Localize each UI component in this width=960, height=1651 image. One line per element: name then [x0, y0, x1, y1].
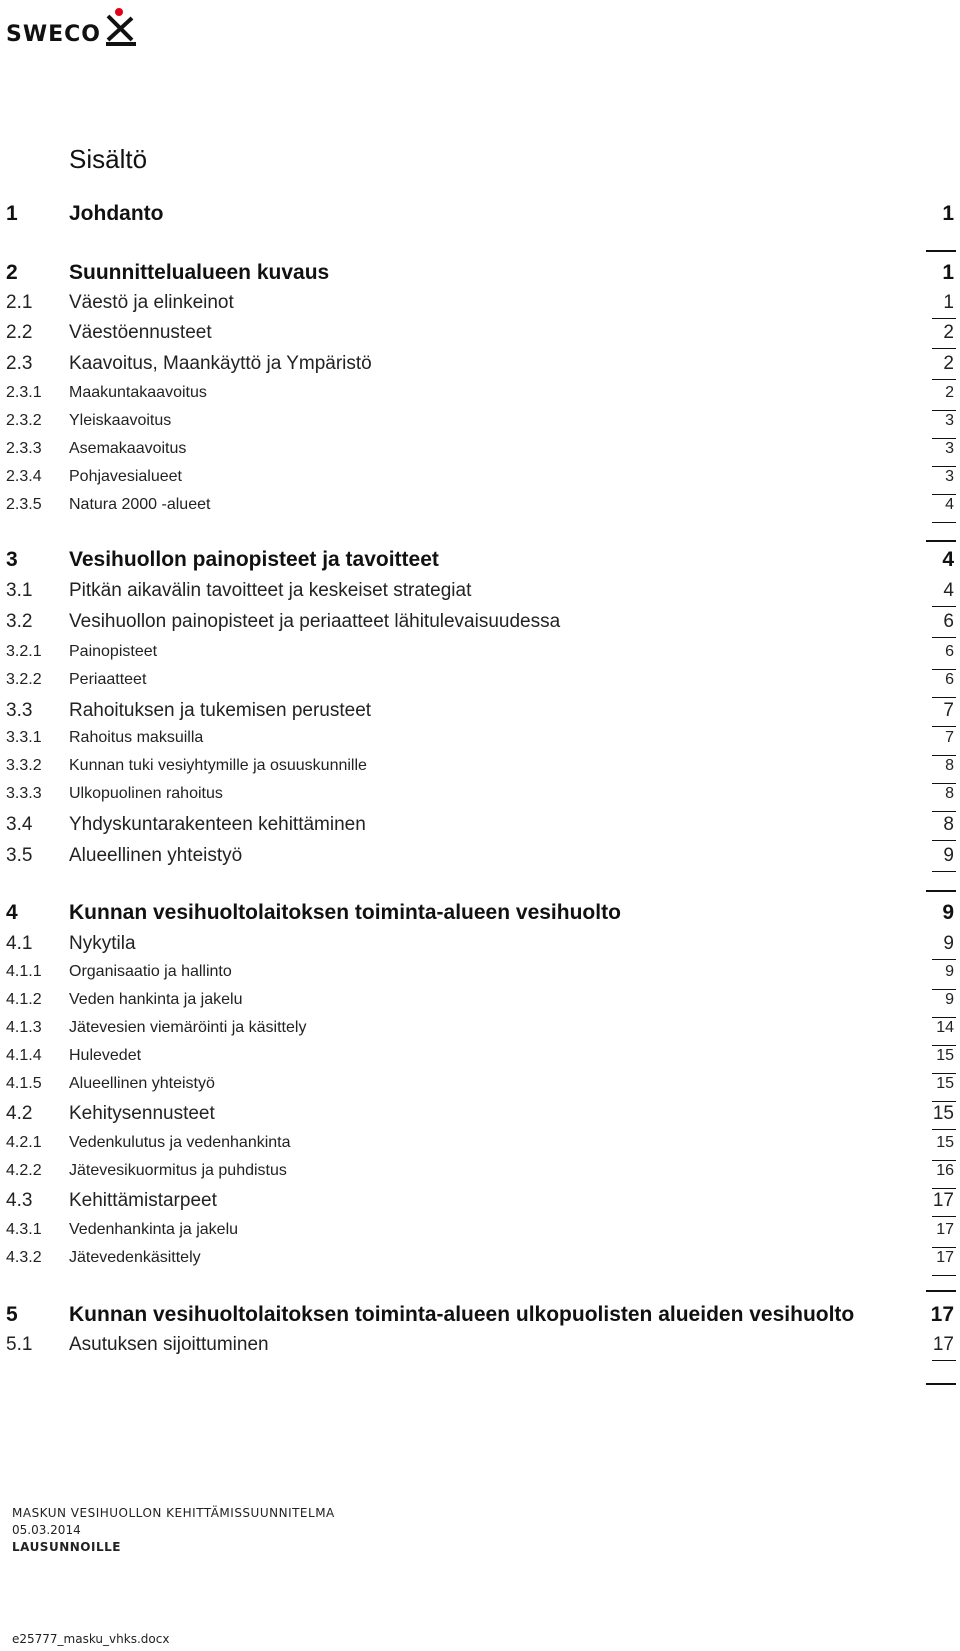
toc-entry-number: 2.3.5 — [6, 496, 42, 513]
toc-entry-number: 3.3.2 — [6, 757, 42, 774]
toc-entry-label: Periaatteet — [69, 671, 147, 688]
toc-entry-page: 17 — [936, 1221, 954, 1238]
sweco-logo — [6, 6, 146, 48]
toc-entry-number: 2.1 — [6, 292, 33, 313]
section-separator — [926, 250, 956, 252]
toc-entry-page: 17 — [936, 1249, 954, 1266]
toc-entry-label: Kehitysennusteet — [69, 1103, 215, 1124]
toc-entry-label: Rahoituksen ja tukemisen perusteet — [69, 700, 372, 721]
toc-entry-label: Vedenhankinta ja jakelu — [69, 1221, 239, 1238]
page-number-rule — [932, 1216, 956, 1217]
toc-entry-page: 2 — [945, 384, 954, 401]
toc-entry-label: Alueellinen yhteistyö — [69, 845, 243, 866]
toc-entry-number: 2.3.2 — [6, 412, 42, 429]
toc-entry-label: Organisaatio ja hallinto — [69, 963, 232, 980]
toc-entry-label: Veden hankinta ja jakelu — [69, 991, 243, 1008]
toc-entry-page: 7 — [943, 700, 954, 721]
toc-entry-label: Vesihuollon painopisteet ja tavoitteet — [69, 548, 439, 571]
toc-entry-page: 16 — [936, 1162, 954, 1179]
toc-entry-number: 1 — [6, 202, 18, 225]
section-separator — [926, 1383, 956, 1385]
section-separator — [926, 890, 956, 892]
toc-entry-label: Asemakaavoitus — [69, 440, 187, 457]
toc-entry-number: 4.3.1 — [6, 1221, 42, 1238]
toc-entry-page: 3 — [945, 468, 954, 485]
toc-entry-label: Väestöennusteet — [69, 322, 212, 343]
footer-filename: e25777_masku_vhks.docx — [12, 1632, 170, 1646]
toc-entry-number: 3.3 — [6, 700, 33, 721]
toc-entry-label: Jätevesien viemäröinti ja käsittely — [69, 1019, 307, 1036]
footer-status: LAUSUNNOILLE — [12, 1540, 121, 1554]
page-number-rule — [932, 438, 956, 439]
toc-entry-number: 4.2.1 — [6, 1134, 42, 1151]
toc-entry-number: 3.3.3 — [6, 785, 42, 802]
toc-entry-number: 4.3.2 — [6, 1249, 42, 1266]
toc-entry-page: 3 — [945, 412, 954, 429]
toc-entry-label: Suunnittelualueen kuvaus — [69, 261, 330, 284]
page-number-rule — [932, 669, 956, 670]
toc-entry-label: Kaavoitus, Maankäyttö ja Ympäristö — [69, 353, 372, 374]
toc-entry-page: 15 — [936, 1075, 954, 1092]
toc-entry-label: Ulkopuolinen rahoitus — [69, 785, 223, 802]
toc-entry-page: 17 — [932, 1190, 954, 1211]
toc-entry-number: 4.1.5 — [6, 1075, 42, 1092]
footer-doc-title: MASKUN VESIHUOLLON KEHITTÄMISSUUNNITELMA — [12, 1506, 335, 1520]
page-number-rule — [932, 1101, 956, 1102]
toc-entry-page: 9 — [945, 991, 954, 1008]
toc-entry-page: 17 — [932, 1334, 954, 1355]
page-number-rule — [932, 466, 956, 467]
toc-entry-number: 3.3.1 — [6, 729, 42, 746]
page-number-rule — [932, 494, 956, 495]
toc-entry-page: 4 — [942, 548, 954, 571]
toc-entry-page: 15 — [936, 1134, 954, 1151]
toc-entry-label: Hulevedet — [69, 1047, 142, 1064]
toc-entry-number: 3.5 — [6, 845, 33, 866]
toc-entry-page: 2 — [943, 353, 954, 374]
toc-entry-label: Kunnan vesihuoltolaitoksen toiminta-alueen vesihuolto — [69, 901, 621, 924]
toc-entry-page: 1 — [942, 261, 954, 284]
toc-entry-page: 9 — [942, 901, 954, 924]
page-number-rule — [932, 783, 956, 784]
toc-entry-page: 7 — [945, 729, 954, 746]
page-number-rule — [932, 522, 956, 523]
page-number-rule — [932, 959, 956, 960]
toc-entry-label: Johdanto — [69, 202, 164, 225]
section-separator — [926, 1290, 956, 1292]
toc-entry-number: 4.1 — [6, 933, 33, 954]
page-number-rule — [932, 348, 956, 349]
toc-entry-page: 6 — [945, 643, 954, 660]
toc-entry-label: Asutuksen sijoittuminen — [69, 1334, 269, 1355]
toc-entry-page: 4 — [945, 496, 954, 513]
page-title: Sisältö — [69, 144, 148, 174]
toc-entry-number: 4 — [6, 901, 18, 924]
toc-entry-label: Yhdyskuntarakenteen kehittäminen — [69, 814, 366, 835]
toc-entry-number: 3 — [6, 548, 18, 571]
toc-entry-label: Kunnan vesihuoltolaitoksen toiminta-alueen ulkopuolisten alueiden vesihuolto — [69, 1303, 855, 1326]
footer — [12, 1505, 335, 1556]
toc-entry-number: 2.3.3 — [6, 440, 42, 457]
page-number-rule — [932, 871, 956, 872]
toc-entry-number: 2 — [6, 261, 18, 284]
toc-entry-label: Painopisteet — [69, 643, 158, 660]
toc-entry-number: 2.3.4 — [6, 468, 42, 485]
toc-entry-page: 1 — [942, 202, 954, 225]
page-number-rule — [932, 840, 956, 841]
toc-entry-page: 9 — [945, 963, 954, 980]
toc-entry-label: Vedenkulutus ja vedenhankinta — [69, 1134, 291, 1151]
page-number-rule — [932, 1017, 956, 1018]
toc-entry-number: 3.2 — [6, 611, 33, 632]
section-separator — [926, 540, 956, 542]
toc-entry-page: 15 — [936, 1047, 954, 1064]
toc-entry-label: Rahoitus maksuilla — [69, 729, 204, 746]
page-number-rule — [932, 1160, 956, 1161]
page-number-rule — [932, 410, 956, 411]
page-number-rule — [932, 726, 956, 727]
toc-entry-label: Yleiskaavoitus — [69, 412, 172, 429]
toc-entry-number: 4.3 — [6, 1190, 33, 1211]
page-number-rule — [932, 1188, 956, 1189]
toc-entry-number: 2.3 — [6, 353, 33, 374]
toc-entry-page: 3 — [945, 440, 954, 457]
toc-entry-page: 2 — [943, 322, 954, 343]
toc-entry-label: Vesihuollon painopisteet ja periaatteet lähitulevaisuudessa — [69, 611, 561, 632]
page-number-rule — [932, 1073, 956, 1074]
toc-entry-page: 6 — [943, 611, 954, 632]
toc-entry-number: 4.1.2 — [6, 991, 42, 1008]
toc-entry-page: 8 — [945, 785, 954, 802]
page-number-rule — [932, 1045, 956, 1046]
toc-entry-label: Pohjavesialueet — [69, 468, 182, 485]
page-number-rule — [932, 318, 956, 319]
toc-entry-page: 9 — [943, 933, 954, 954]
toc-entry-number: 2.2 — [6, 322, 33, 343]
toc-entry-number: 5 — [6, 1303, 18, 1326]
toc-entry-label: Alueellinen yhteistyö — [69, 1075, 215, 1092]
page-number-rule — [932, 1129, 956, 1130]
toc-entry-number: 4.1.3 — [6, 1019, 42, 1036]
toc-entry-number: 4.2.2 — [6, 1162, 42, 1179]
page-number-rule — [932, 1360, 956, 1361]
page-number-rule — [932, 379, 956, 380]
toc-entry-label: Jätevesikuormitus ja puhdistus — [69, 1162, 287, 1179]
toc-entry-page: 9 — [943, 845, 954, 866]
toc-entry-page: 8 — [945, 757, 954, 774]
page-number-rule — [932, 989, 956, 990]
toc-entry-page: 6 — [945, 671, 954, 688]
page-number-rule — [932, 637, 956, 638]
toc-entry-label: Kunnan tuki vesiyhtymille ja osuuskunnille — [69, 757, 367, 774]
toc-entry-number: 5.1 — [6, 1334, 33, 1355]
page-number-rule — [932, 697, 956, 698]
toc-entry-page: 1 — [943, 292, 954, 313]
toc-entry-label: Pitkän aikavälin tavoitteet ja keskeiset strategiat — [69, 580, 472, 601]
toc-entry-label: Kehittämistarpeet — [69, 1190, 217, 1211]
sweco-logo-icon — [102, 6, 142, 48]
toc-entry-page: 15 — [932, 1103, 954, 1124]
toc-entry-label: Väestö ja elinkeinot — [69, 292, 234, 313]
toc-entry-number: 4.1.4 — [6, 1047, 42, 1064]
toc-entry-number: 3.4 — [6, 814, 33, 835]
toc-entry-number: 4.1.1 — [6, 963, 42, 980]
toc-entry-page: 14 — [936, 1019, 954, 1036]
toc-entry-page: 8 — [943, 814, 954, 835]
page-number-rule — [932, 606, 956, 607]
page-number-rule — [932, 755, 956, 756]
toc-entry-number: 3.1 — [6, 580, 33, 601]
toc-entry-label: Jätevedenkäsittely — [69, 1249, 201, 1266]
toc-entry-number: 3.2.1 — [6, 643, 42, 660]
toc-entry-label: Maakuntakaavoitus — [69, 384, 207, 401]
toc-entry-label: Nykytila — [69, 933, 136, 954]
logo-text: SWECO — [6, 22, 101, 47]
toc-entry-number: 2.3.1 — [6, 384, 42, 401]
page-number-rule — [932, 1275, 956, 1276]
footer-date: 05.03.2014 — [12, 1523, 81, 1537]
page-number-rule — [932, 811, 956, 812]
page-number-rule — [932, 1247, 956, 1248]
toc-entry-label: Natura 2000 -alueet — [69, 496, 211, 513]
toc-entry-number: 4.2 — [6, 1103, 33, 1124]
toc-entry-page: 4 — [943, 580, 954, 601]
toc-entry-page: 17 — [930, 1303, 954, 1326]
toc-entry-number: 3.2.2 — [6, 671, 42, 688]
